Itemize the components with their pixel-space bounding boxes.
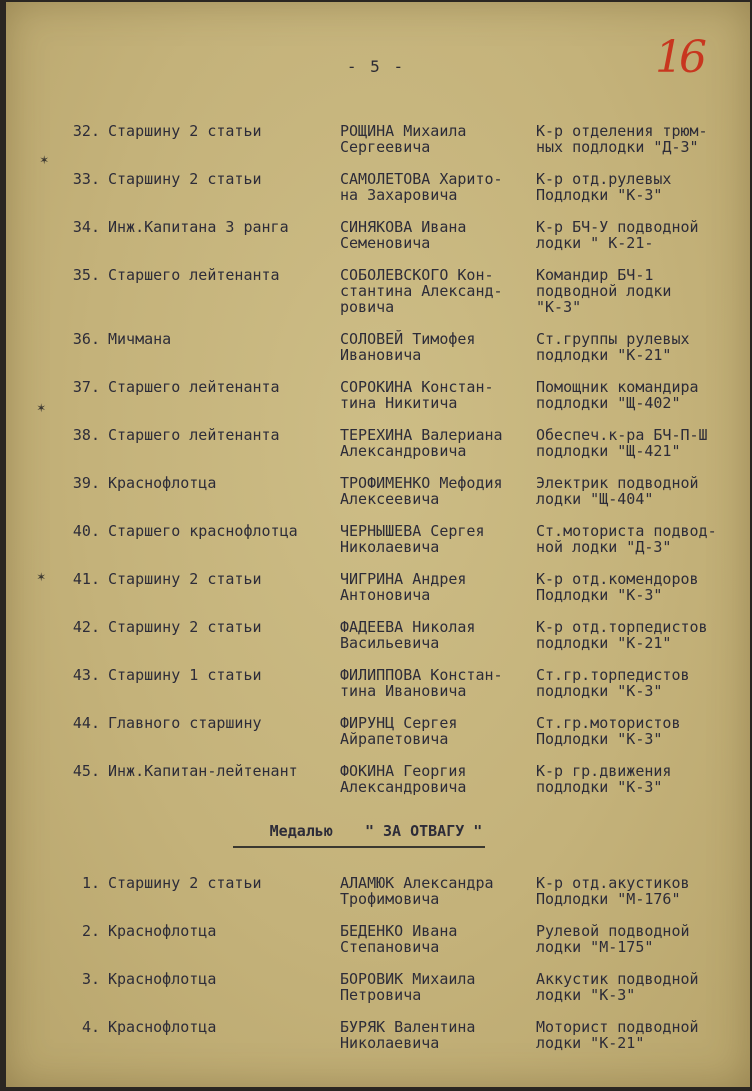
medal-label: Медалью [269, 822, 333, 840]
entry-rank: Краснофлотца [108, 1018, 217, 1036]
entry-position: Моторист подводной лодки "К-21" [536, 1018, 699, 1052]
entry-rank: Мичмана [108, 330, 172, 348]
entry-rank: Старшего лейтенанта [108, 266, 280, 284]
entry-rank: Старшину 1 статьи [108, 666, 262, 684]
entry-number: 2. [81, 922, 100, 940]
entry-position: К-р отделения трюм- ных подлодки "Д-3" [536, 122, 708, 156]
entry-rank: Старшину 2 статьи [108, 874, 262, 892]
handwritten-page-annotation: 16 [655, 32, 703, 83]
entry-position: Ст.группы рулевых подлодки "К-21" [536, 330, 690, 364]
entry-name: ФИРУНЦ Сергея Айрапетовича [340, 714, 458, 748]
entry-number: 41. [72, 570, 100, 588]
entry-number: 37. [72, 378, 100, 396]
entry-number: 32. [72, 122, 100, 140]
entry-position: Ст.гр.мотористов Подлодки "К-3" [536, 714, 681, 748]
entry-rank: Краснофлотца [108, 474, 217, 492]
entry-name: ТРОФИМЕНКО Мефодия Алексеевича [340, 474, 503, 508]
entry-number: 40. [72, 522, 100, 540]
entry-name: ЧЕРНЫШЕВА Сергея Николаевича [340, 522, 485, 556]
entry-number: 33. [72, 170, 100, 188]
entry-rank: Главного старшину [108, 714, 262, 732]
entry-rank: Старшего лейтенанта [108, 426, 280, 444]
entry-name: СОБОЛЕВСКОГО Кон- стантина Александ- ровича [340, 266, 503, 316]
entry-position: К-р БЧ-У подводной лодки " К-21- [536, 218, 699, 252]
entry-position: Командир БЧ-1 подводной лодки "К-3" [536, 266, 672, 316]
entry-position: Электрик подводной лодки "Щ-404" [536, 474, 699, 508]
medal-heading [0, 822, 752, 840]
entry-number: 45. [72, 762, 100, 780]
entry-position: К-р отд.акустиков Подлодки "М-176" [536, 874, 690, 908]
entry-rank: Инж.Капитана 3 ранга [108, 218, 289, 236]
entry-rank: Старшину 2 статьи [108, 170, 262, 188]
entry-number: 34. [72, 218, 100, 236]
entry-rank: Старшего краснофлотца [108, 522, 298, 540]
entry-number: 44. [72, 714, 100, 732]
entry-position: К-р отд.торпедистов подлодки "К-21" [536, 618, 708, 652]
entry-name: ТЕРЕХИНА Валериана Александровича [340, 426, 503, 460]
entry-name: АЛАМЮК Александра Трофимовича [340, 874, 494, 908]
entry-name: САМОЛЕТОВА Харито- на Захаровича [340, 170, 503, 204]
entry-name: БОРОВИК Михаила Петровича [340, 970, 476, 1004]
entry-number: 1. [81, 874, 100, 892]
entry-position: Аккустик подводной лодки "К-3" [536, 970, 699, 1004]
entry-number: 35. [72, 266, 100, 284]
entry-name: ФАДЕЕВА Николая Васильевича [340, 618, 476, 652]
medal-heading-underline [233, 846, 485, 848]
entry-rank: Краснофлотца [108, 922, 217, 940]
entry-position: Рулевой подводной лодки "М-175" [536, 922, 690, 956]
entry-position: Ст.гр.торпедистов подлодки "К-3" [536, 666, 690, 700]
entry-number: 43. [72, 666, 100, 684]
entry-rank: Старшину 2 статьи [108, 122, 262, 140]
entry-position: Обеспеч.к-ра БЧ-П-Ш подлодки "Щ-421" [536, 426, 708, 460]
entry-name: СОЛОВЕЙ Тимофея Ивановича [340, 330, 476, 364]
entry-rank: Инж.Капитан-лейтенант [108, 762, 298, 780]
entry-name: ЧИГРИНА Андрея Антоновича [340, 570, 467, 604]
entry-number: 36. [72, 330, 100, 348]
entry-position: К-р отд.рулевых Подлодки "К-3" [536, 170, 672, 204]
entry-number: 3. [81, 970, 100, 988]
entry-rank: Старшину 2 статьи [108, 570, 262, 588]
entry-name: БЕДЕНКО Ивана Степановича [340, 922, 458, 956]
margin-mark: ✶ [40, 152, 49, 168]
entry-position: Ст.моториста подвод- ной лодки "Д-3" [536, 522, 717, 556]
entry-position: К-р отд.комендоров Подлодки "К-3" [536, 570, 699, 604]
margin-mark: ✶ [37, 400, 46, 416]
entry-rank: Краснофлотца [108, 970, 217, 988]
entry-rank: Старшину 2 статьи [108, 618, 262, 636]
entry-position: К-р гр.движения подлодки "К-3" [536, 762, 672, 796]
entry-name: СОРОКИНА Констан- тина Никитича [340, 378, 494, 412]
entry-number: 4. [81, 1018, 100, 1036]
entry-rank: Старшего лейтенанта [108, 378, 280, 396]
entry-number: 39. [72, 474, 100, 492]
margin-mark: ✶ [37, 569, 46, 585]
page-number: - 5 - [346, 57, 406, 76]
entry-name: РОЩИНА Михаила Сергеевича [340, 122, 467, 156]
entry-name: ФОКИНА Георгия Александровича [340, 762, 467, 796]
entry-name: БУРЯК Валентина Николаевича [340, 1018, 476, 1052]
medal-title: " ЗА ОТВАГУ " [364, 822, 483, 840]
entry-number: 38. [72, 426, 100, 444]
entry-number: 42. [72, 618, 100, 636]
entry-name: ФИЛИППОВА Констан- тина Ивановича [340, 666, 503, 700]
entry-name: СИНЯКОВА Ивана Семеновича [340, 218, 467, 252]
entry-position: Помощник командира подлодки "Щ-402" [536, 378, 699, 412]
